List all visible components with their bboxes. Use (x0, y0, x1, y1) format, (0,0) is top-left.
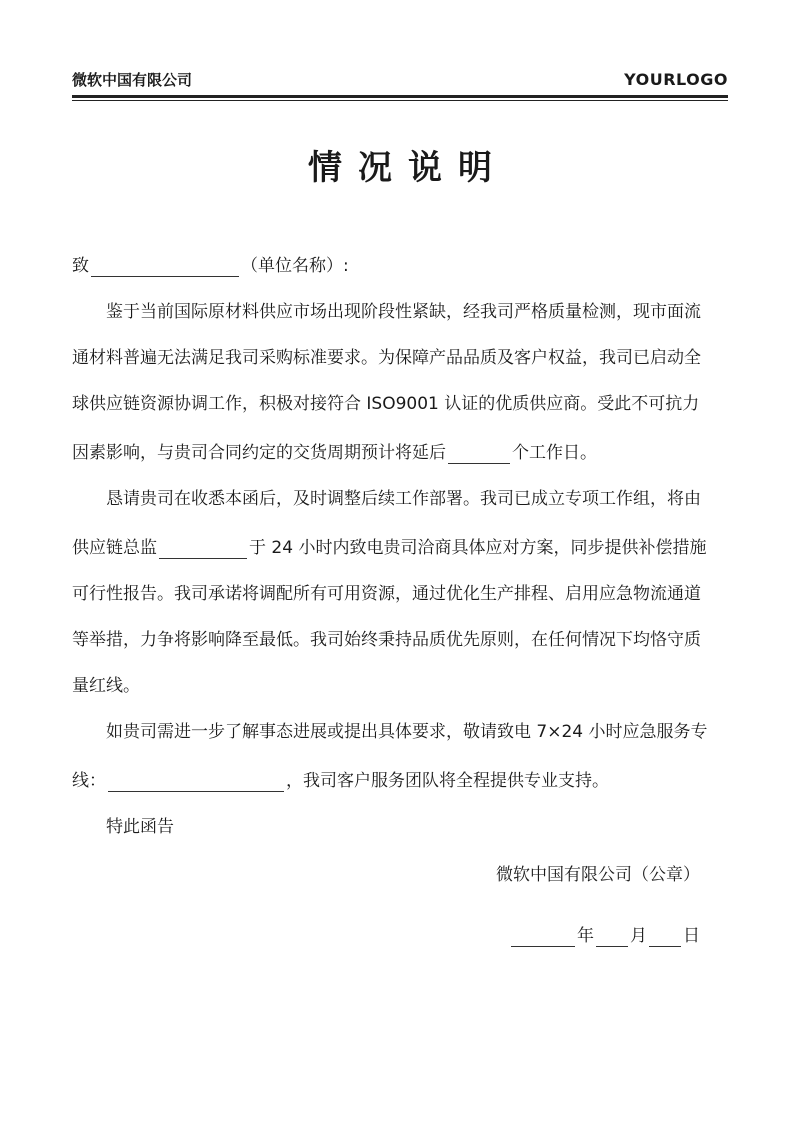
paragraph-3-after: ，我司客户服务团队将全程提供专业支持。 (286, 771, 609, 791)
month-blank (596, 916, 628, 947)
document-body (72, 240, 712, 959)
salutation-prefix: 致 (72, 256, 89, 276)
salutation (72, 240, 712, 289)
month-label: 月 (630, 926, 647, 946)
paragraph-2 (72, 476, 712, 709)
paragraph-1-after: 个工作日。 (512, 443, 597, 463)
logo-text: YOURLOGO (624, 70, 728, 89)
paragraph-3 (72, 709, 712, 804)
paragraph-2-after: 于 24 小时内致电贵司洽商具体应对方案，同步提供补偿措施可行性报告。我司承诺将调配所有可用资源，通过优化生产排程、启用应急物流通道等举措，力争将影响降至最低。我司始终秉持品质优先原则，在任何情况下均恪守质量红线。 (72, 538, 707, 696)
year-blank (511, 916, 575, 947)
day-label: 日 (683, 926, 700, 946)
hotline-blank (108, 761, 284, 792)
salutation-suffix: （单位名称）: (241, 256, 349, 276)
document-title: 情况说明 (308, 148, 508, 188)
date-line (72, 910, 712, 959)
paragraph-1 (72, 289, 712, 476)
paragraph-2-before: 恳请贵司在收悉本函后，及时调整后续工作部署。我司已成立专项工作组，将由供应链总监 (72, 489, 701, 558)
closing: 特此函告 (106, 817, 174, 837)
paragraph-1-text: 鉴于当前国际原材料供应市场出现阶段性紧缺，经我司严格质量检测，现市面流通材料普遍无法满足我司采购标准要求。为保障产品品质及客户权益，我司已启动全球供应链资源协调工作，积极对接符合 ISO9001 认证的优质供应商。受此不可抗力因素影响，与贵司合同约定的交货周期预计将延后 (72, 302, 701, 463)
page-header (72, 70, 728, 90)
signature: 微软中国有限公司（公章） (496, 865, 700, 885)
director-name-blank (159, 528, 247, 559)
year-label: 年 (577, 926, 594, 946)
header-rule-thick (72, 95, 728, 98)
delay-days-blank (448, 433, 510, 464)
paragraph-3-before: 如贵司需进一步了解事态进展或提出具体要求，敬请致电 7×24 小时应急服务专线： (72, 722, 708, 791)
recipient-blank (91, 246, 239, 277)
company-name: 微软中国有限公司 (72, 71, 193, 89)
day-blank (649, 916, 681, 947)
header-rule-thin (72, 100, 728, 101)
